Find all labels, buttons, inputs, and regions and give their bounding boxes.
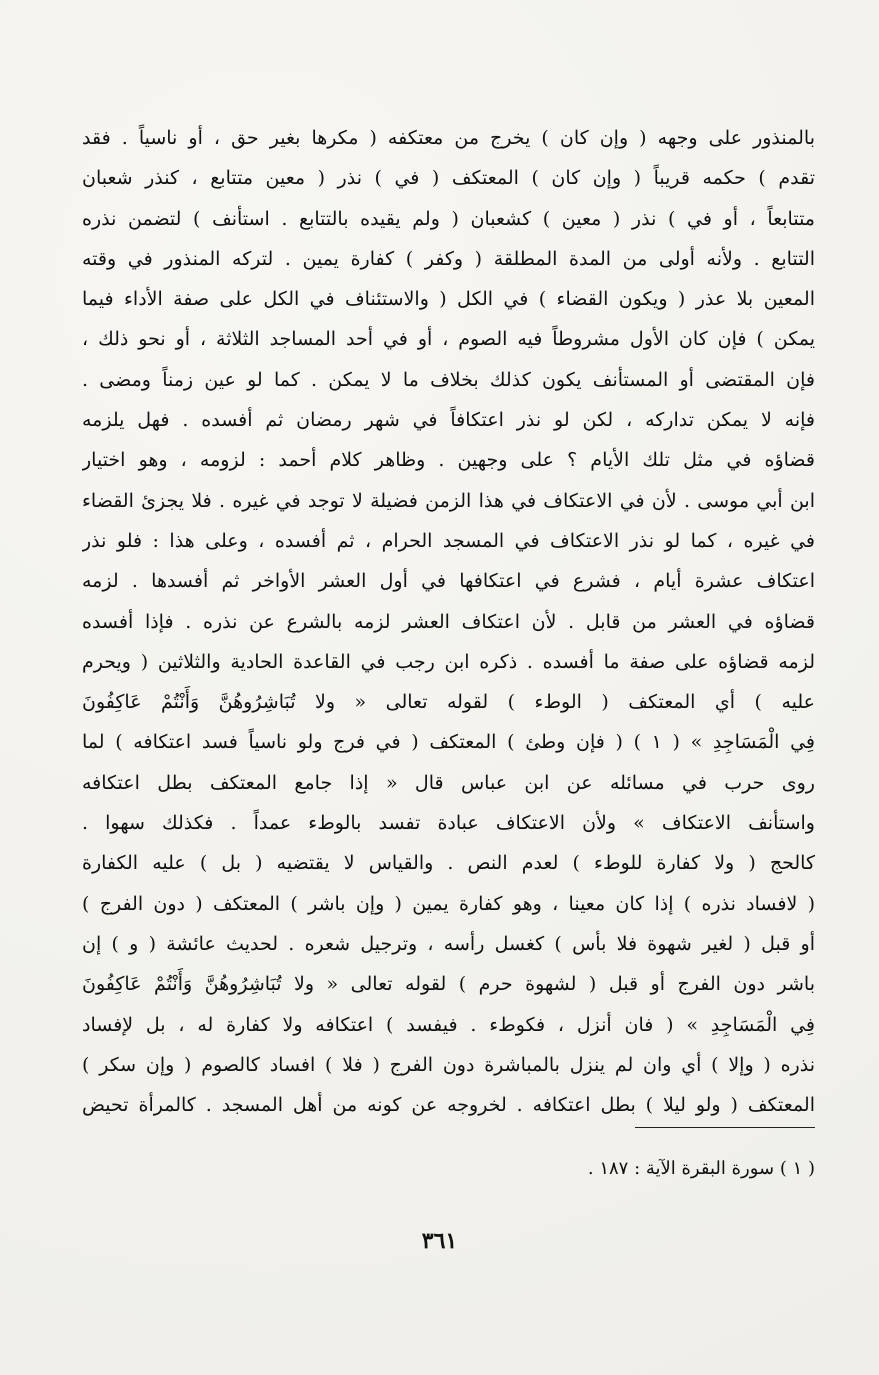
text-line: نذره ( وإلا ) أي وان لم ينزل بالمباشرة دون الفرج ( فلا ) افساد كالصوم ( وإن سكر ) (82, 1053, 815, 1076)
body-text (82, 118, 815, 1125)
text-line: فِي الْمَسَاجِدِ » ( ١ ) ( فإن وطئ ) المعتكف ( في فرج ولو ناسياً فسد اعتكافه ) لما (82, 731, 815, 754)
text-line: كالحج ( ولا كفارة للوطء ) لعدم النص . والقياس لا يقتضيه ( بل ) عليه الكفارة (82, 852, 815, 875)
text-line: عليه ) أي المعتكف ( الوطء ) لقوله تعالى « ولا تُبَاشِرُوهُنَّ وَأَنْتُمْ عَاكِفُونَ (82, 691, 815, 714)
text-line: المعتكف ( ولو ليلا ) بطل اعتكافه . لخروجه عن كونه من أهل المسجد . كالمرأة تحيض (82, 1094, 815, 1117)
text-line: متتابعاً ، أو في ) نذر ( معين ) كشعبان ( ولم يقيده بالتتابع . استأنف ) لتضمن نذره (82, 207, 815, 230)
text-line: المعين بلا عذر ( ويكون القضاء ) في الكل ( والاستئناف في الكل على صفة الأداء فيما (82, 288, 815, 311)
text-line: اعتكاف عشرة أيام ، فشرع في اعتكافها في أول العشر الأواخر ثم أفسدها . لزمه (82, 570, 815, 593)
footnote: ( ١ ) سورة البقرة الآية : ١٨٧ . (587, 1158, 815, 1179)
text-line: فِي الْمَسَاجِدِ » ( فان أنزل ، فكوطء . فيفسد ) اعتكافه ولا كفارة له ، بل لإفساد (82, 1013, 815, 1036)
text-line: في غيره ، كما لو نذر الاعتكاف في المسجد الحرام ، ثم أفسده ، وعلى هذا : فلو نذر (82, 529, 815, 552)
text-line: التتابع . ولأنه أولى من المدة المطلقة ( وكفر ) كفارة يمين . لتركه المنذور في وقته (82, 247, 815, 270)
footnote-divider (635, 1127, 815, 1128)
text-line: يمكن ) فإن كان الأول مشروطاً فيه الصوم ، أو في أحد المساجد الثلاثة ، أو نحو ذلك ، (82, 328, 815, 351)
text-line: أو قبل ( لغير شهوة فلا بأس ) كغسل رأسه ، وترجيل شعره . لحديث عائشة ( و ) إن (82, 932, 815, 955)
text-line: قضاؤه في مثل تلك الأيام ؟ على وجهين . وظاهر كلام أحمد : لزومه ، وهو اختيار (82, 449, 815, 472)
text-line: قضاؤه في العشر من قابل . لأن اعتكاف العشر لزمه بالشرع عن نذره . فإذا أفسده (82, 610, 815, 633)
text-line: روى حرب في مسائله عن ابن عباس قال « إذا جامع المعتكف بطل اعتكافه (82, 771, 815, 794)
text-line: لزمه قضاؤه على صفة ما أفسده . ذكره ابن رجب في القاعدة الحادية والثلاثين ( ويحرم (82, 650, 815, 673)
text-line: فإنه لا يمكن تداركه ، لكن لو نذر اعتكافاً في شهر رمضان ثم أفسده . فهل يلزمه (82, 409, 815, 432)
text-line: ( لافساد نذره ) إذا كان معينا ، وهو كفارة يمين ( وإن باشر ) المعتكف ( دون الفرج ) (82, 892, 815, 915)
text-line: ابن أبي موسى . لأن في الاعتكاف في هذا الزمن فضيلة لا توجد في غيره . فلا يجزئ القضاء (82, 489, 815, 512)
text-line: بالمنذور على وجهه ( وإن كان ) يخرج من معتكفه ( مكرها بغير حق ، أو ناسياً . فقد (82, 127, 815, 149)
text-line: تقدم ) حكمه قريباً ( وإن كان ) المعتكف ( في ) نذر ( معين متتابع ، كنذر شعبان (82, 167, 815, 190)
page-number: ٣٦١ (421, 1228, 458, 1254)
text-line: فإن المقتضى أو المستأنف يكون كذلك بخلاف ما لا يمكن . كما لو عين زمناً ومضى . (82, 368, 815, 391)
text-line: باشر دون الفرج أو قبل ( لشهوة حرم ) لقوله تعالى « ولا تُبَاشِرُوهُنَّ وَأَنْتُمْ عَاكِفُونَ (82, 973, 815, 996)
text-line: واستأنف الاعتكاف » ولأن الاعتكاف عبادة تفسد بالوطء عمداً . فكذلك سهوا . (82, 812, 815, 835)
